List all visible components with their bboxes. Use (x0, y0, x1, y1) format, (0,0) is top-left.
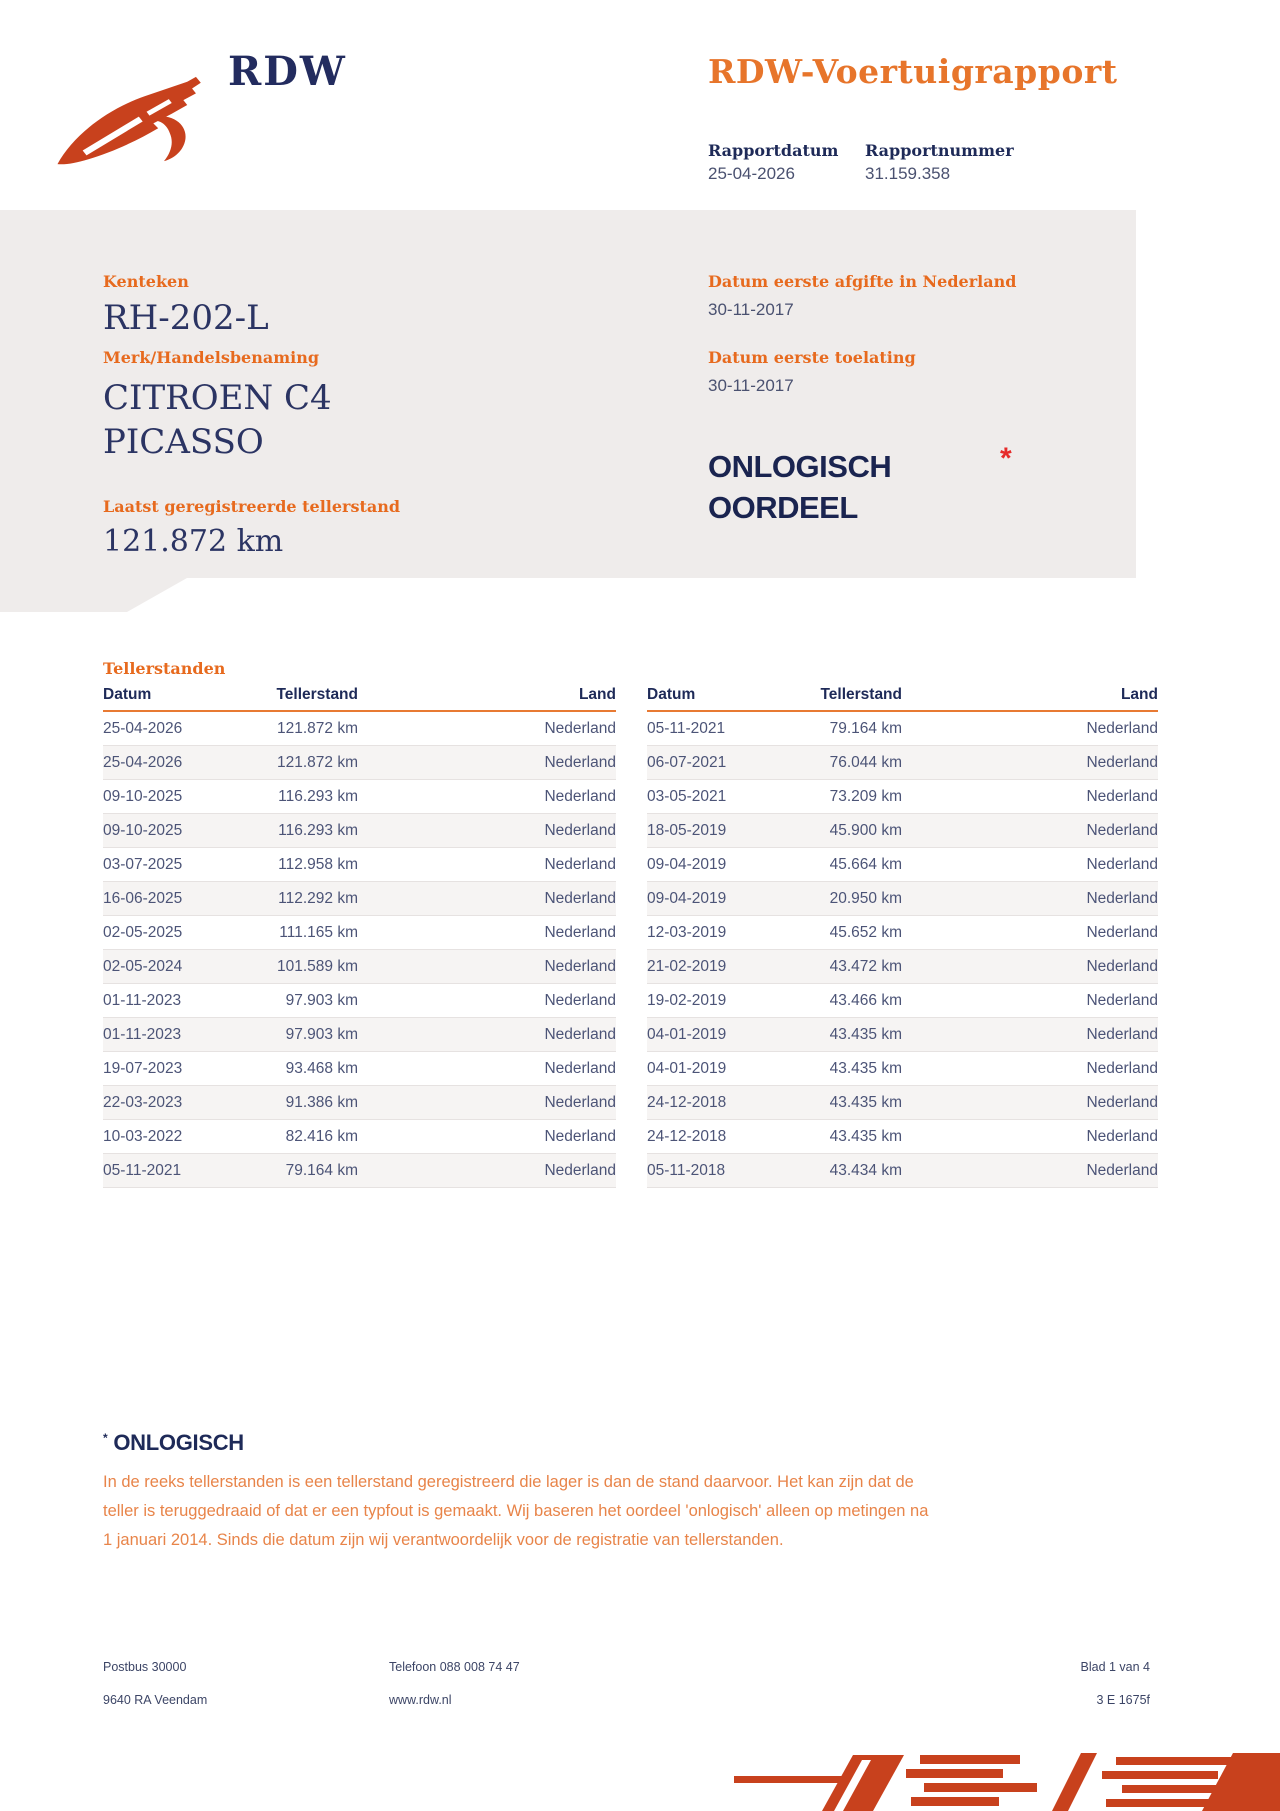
datum-cell: 19-07-2023 (103, 1059, 183, 1077)
report-number-label: Rapportnummer (865, 141, 1014, 160)
note-line-3: 1 januari 2014. Sinds die datum zijn wij verantwoordelijk voor de registratie van tellerstanden. (103, 1531, 784, 1549)
datum-cell: 06-07-2021 (647, 753, 727, 771)
tellerstand-cell: 43.466 km (829, 991, 902, 1009)
table-row (103, 1120, 616, 1154)
datum-cell: 24-12-2018 (647, 1127, 727, 1145)
footer-postbus: Postbus 30000 (103, 1660, 187, 1674)
land-cell: Nederland (544, 1093, 616, 1111)
onlogisch-note-title (103, 1430, 244, 1456)
datum-cell: 05-11-2018 (647, 1161, 726, 1179)
land-cell: Nederland (1086, 787, 1158, 805)
datum-cell: 19-02-2019 (647, 991, 727, 1009)
land-cell: Nederland (544, 1025, 616, 1043)
table-row (103, 916, 616, 950)
tellerstand-cell: 82.416 km (285, 1127, 358, 1145)
land-cell: Nederland (544, 1161, 616, 1179)
tellerstand-cell: 93.468 km (285, 1059, 358, 1077)
table-row (647, 984, 1158, 1018)
table-header-row (647, 686, 1158, 711)
datum-cell: 02-05-2025 (103, 923, 183, 941)
land-cell: Nederland (544, 991, 616, 1009)
table-row (103, 814, 616, 848)
rdw-stripes-graphic-icon (734, 1753, 1280, 1811)
report-date-label: Rapportdatum (708, 141, 839, 160)
eerste-afgifte-label: Datum eerste afgifte in Nederland (708, 272, 1017, 291)
table-row (103, 1154, 616, 1188)
tellerstand-cell: 43.435 km (829, 1093, 902, 1111)
table-row (103, 882, 616, 916)
land-cell: Nederland (544, 957, 616, 975)
rdw-feather-logo-icon (52, 74, 214, 166)
tellerstand-cell: 45.900 km (829, 821, 902, 839)
land-cell: Nederland (1086, 957, 1158, 975)
eerste-afgifte-value: 30-11-2017 (708, 300, 794, 319)
merk-label: Merk/Handelsbenaming (103, 348, 320, 367)
kenteken-label: Kenteken (103, 272, 189, 291)
land-cell: Nederland (1086, 1059, 1158, 1077)
table-row (647, 1086, 1158, 1120)
table-row (647, 848, 1158, 882)
datum-cell: 04-01-2019 (647, 1059, 727, 1077)
tellerstand-cell: 121.872 km (277, 719, 358, 737)
table-row (647, 882, 1158, 916)
table-row (103, 984, 616, 1018)
table-row (647, 1154, 1158, 1188)
land-cell: Nederland (1086, 855, 1158, 873)
land-cell: Nederland (544, 1127, 616, 1145)
land-cell: Nederland (1086, 1093, 1158, 1111)
table-row (647, 1052, 1158, 1086)
land-cell: Nederland (1086, 753, 1158, 771)
datum-cell: 21-02-2019 (647, 957, 727, 975)
datum-cell: 12-03-2019 (647, 923, 727, 941)
datum-cell: 10-03-2022 (103, 1127, 183, 1145)
table-row (647, 746, 1158, 780)
tellerstand-cell: 121.872 km (277, 753, 358, 771)
land-cell: Nederland (544, 787, 616, 805)
table-row (103, 1052, 616, 1086)
land-cell: Nederland (1086, 719, 1158, 737)
eerste-toelating-label: Datum eerste toelating (708, 348, 916, 367)
land-cell: Nederland (1086, 1025, 1158, 1043)
land-cell: Nederland (1086, 923, 1158, 941)
report-number-value: 31.159.358 (865, 164, 951, 183)
rdw-logo-text: RDW (228, 48, 347, 95)
table-row (647, 1120, 1158, 1154)
footer-city: 9640 RA Veendam (103, 1693, 208, 1707)
tellerstand-cell: 43.435 km (829, 1025, 902, 1043)
table-row (103, 711, 616, 746)
datum-cell: 22-03-2023 (103, 1093, 183, 1111)
datum-cell: 09-04-2019 (647, 855, 727, 873)
datum-cell: 25-04-2026 (103, 753, 183, 771)
page-title: RDW-Voertuigrapport (708, 52, 1118, 91)
oordeel-asterisk: * (1000, 442, 1012, 475)
oordeel-verdict (708, 446, 891, 528)
table-row (103, 1086, 616, 1120)
table-row (103, 1018, 616, 1052)
tellerstand-cell: 73.209 km (829, 787, 902, 805)
tellerstanden-table-left (103, 686, 616, 1188)
datum-header: Datum (647, 686, 777, 711)
datum-cell: 24-12-2018 (647, 1093, 727, 1111)
tellerstand-cell: 112.958 km (278, 855, 358, 873)
datum-cell: 02-05-2024 (103, 957, 183, 975)
tellerstand-cell: 79.164 km (285, 1161, 358, 1179)
land-header: Land (358, 686, 616, 711)
merk-line-1: CITROEN C4 (103, 378, 332, 418)
datum-header: Datum (103, 686, 233, 711)
tellerstand-cell: 45.664 km (829, 855, 902, 873)
tellerstand-cell: 91.386 km (285, 1093, 358, 1111)
laatste-tellerstand-label: Laatst geregistreerde tellerstand (103, 497, 401, 516)
table-header-row (103, 686, 616, 711)
land-cell: Nederland (1086, 889, 1158, 907)
eerste-toelating-value: 30-11-2017 (708, 376, 794, 395)
tellerstand-cell: 111.165 km (279, 923, 358, 941)
note-asterisk: * (103, 1430, 108, 1445)
tellerstand-header: Tellerstand (233, 686, 358, 711)
datum-cell: 01-11-2023 (103, 1025, 182, 1043)
footer-phone: Telefoon 088 008 74 47 (389, 1660, 520, 1674)
kenteken-value: RH-202-L (103, 298, 269, 338)
table-row (103, 746, 616, 780)
tellerstand-cell: 43.435 km (829, 1059, 902, 1077)
datum-cell: 03-07-2025 (103, 855, 183, 873)
table-row (647, 950, 1158, 984)
tellerstanden-section-title: Tellerstanden (103, 659, 226, 678)
note-line-2: teller is teruggedraaid of dat er een typfout is gemaakt. Wij baseren het oordeel 'onlogisch' alleen op metingen na (103, 1502, 929, 1520)
datum-cell: 09-10-2025 (103, 787, 183, 805)
land-cell: Nederland (544, 753, 616, 771)
laatste-tellerstand-value: 121.872 km (103, 524, 284, 559)
land-cell: Nederland (1086, 1127, 1158, 1145)
merk-line-2: PICASSO (103, 422, 264, 462)
datum-cell: 05-11-2021 (647, 719, 726, 737)
datum-cell: 09-04-2019 (647, 889, 727, 907)
land-cell: Nederland (544, 821, 616, 839)
tellerstand-cell: 45.652 km (829, 923, 902, 941)
tellerstand-cell: 20.950 km (829, 889, 902, 907)
land-cell: Nederland (544, 855, 616, 873)
land-header: Land (902, 686, 1158, 711)
tellerstand-cell: 101.589 km (277, 957, 358, 975)
land-cell: Nederland (544, 1059, 616, 1077)
land-cell: Nederland (1086, 1161, 1158, 1179)
merk-value (103, 376, 332, 464)
tellerstand-cell: 97.903 km (285, 991, 358, 1009)
land-cell: Nederland (544, 923, 616, 941)
table-row (647, 814, 1158, 848)
oordeel-line-2: OORDEEL (708, 490, 858, 525)
tellerstanden-table-right (647, 686, 1158, 1188)
onlogisch-note-text (103, 1468, 1003, 1555)
datum-cell: 09-10-2025 (103, 821, 183, 839)
footer-page-number: Blad 1 van 4 (1080, 1660, 1150, 1674)
tellerstand-cell: 112.292 km (278, 889, 358, 907)
tellerstand-cell: 43.435 km (829, 1127, 902, 1145)
table-row (103, 780, 616, 814)
tellerstand-cell: 79.164 km (829, 719, 902, 737)
oordeel-line-1: ONLOGISCH (708, 449, 892, 484)
datum-cell: 16-06-2025 (103, 889, 183, 907)
table-row (103, 950, 616, 984)
land-cell: Nederland (1086, 821, 1158, 839)
tellerstand-header: Tellerstand (777, 686, 902, 711)
table-row (647, 711, 1158, 746)
datum-cell: 01-11-2023 (103, 991, 182, 1009)
datum-cell: 04-01-2019 (647, 1025, 727, 1043)
tellerstand-cell: 116.293 km (278, 821, 358, 839)
footer-website: www.rdw.nl (389, 1693, 452, 1707)
note-title-text: ONLOGISCH (113, 1430, 244, 1455)
datum-cell: 05-11-2021 (103, 1161, 182, 1179)
tellerstand-cell: 116.293 km (278, 787, 358, 805)
datum-cell: 25-04-2026 (103, 719, 183, 737)
datum-cell: 03-05-2021 (647, 787, 727, 805)
table-row (647, 780, 1158, 814)
tellerstand-cell: 76.044 km (829, 753, 902, 771)
footer-form-code: 3 E 1675f (1096, 1693, 1150, 1707)
land-cell: Nederland (1086, 991, 1158, 1009)
land-cell: Nederland (544, 719, 616, 737)
land-cell: Nederland (544, 889, 616, 907)
datum-cell: 18-05-2019 (647, 821, 727, 839)
note-line-1: In de reeks tellerstanden is een tellerstand geregistreerd die lager is dan de stand daarvoor. Het kan zijn dat de (103, 1473, 914, 1491)
table-row (647, 1018, 1158, 1052)
report-date-value: 25-04-2026 (708, 164, 795, 183)
table-row (647, 916, 1158, 950)
tellerstand-cell: 43.472 km (829, 957, 902, 975)
tellerstand-cell: 43.434 km (829, 1161, 902, 1179)
tellerstand-cell: 97.903 km (285, 1025, 358, 1043)
table-row (103, 848, 616, 882)
